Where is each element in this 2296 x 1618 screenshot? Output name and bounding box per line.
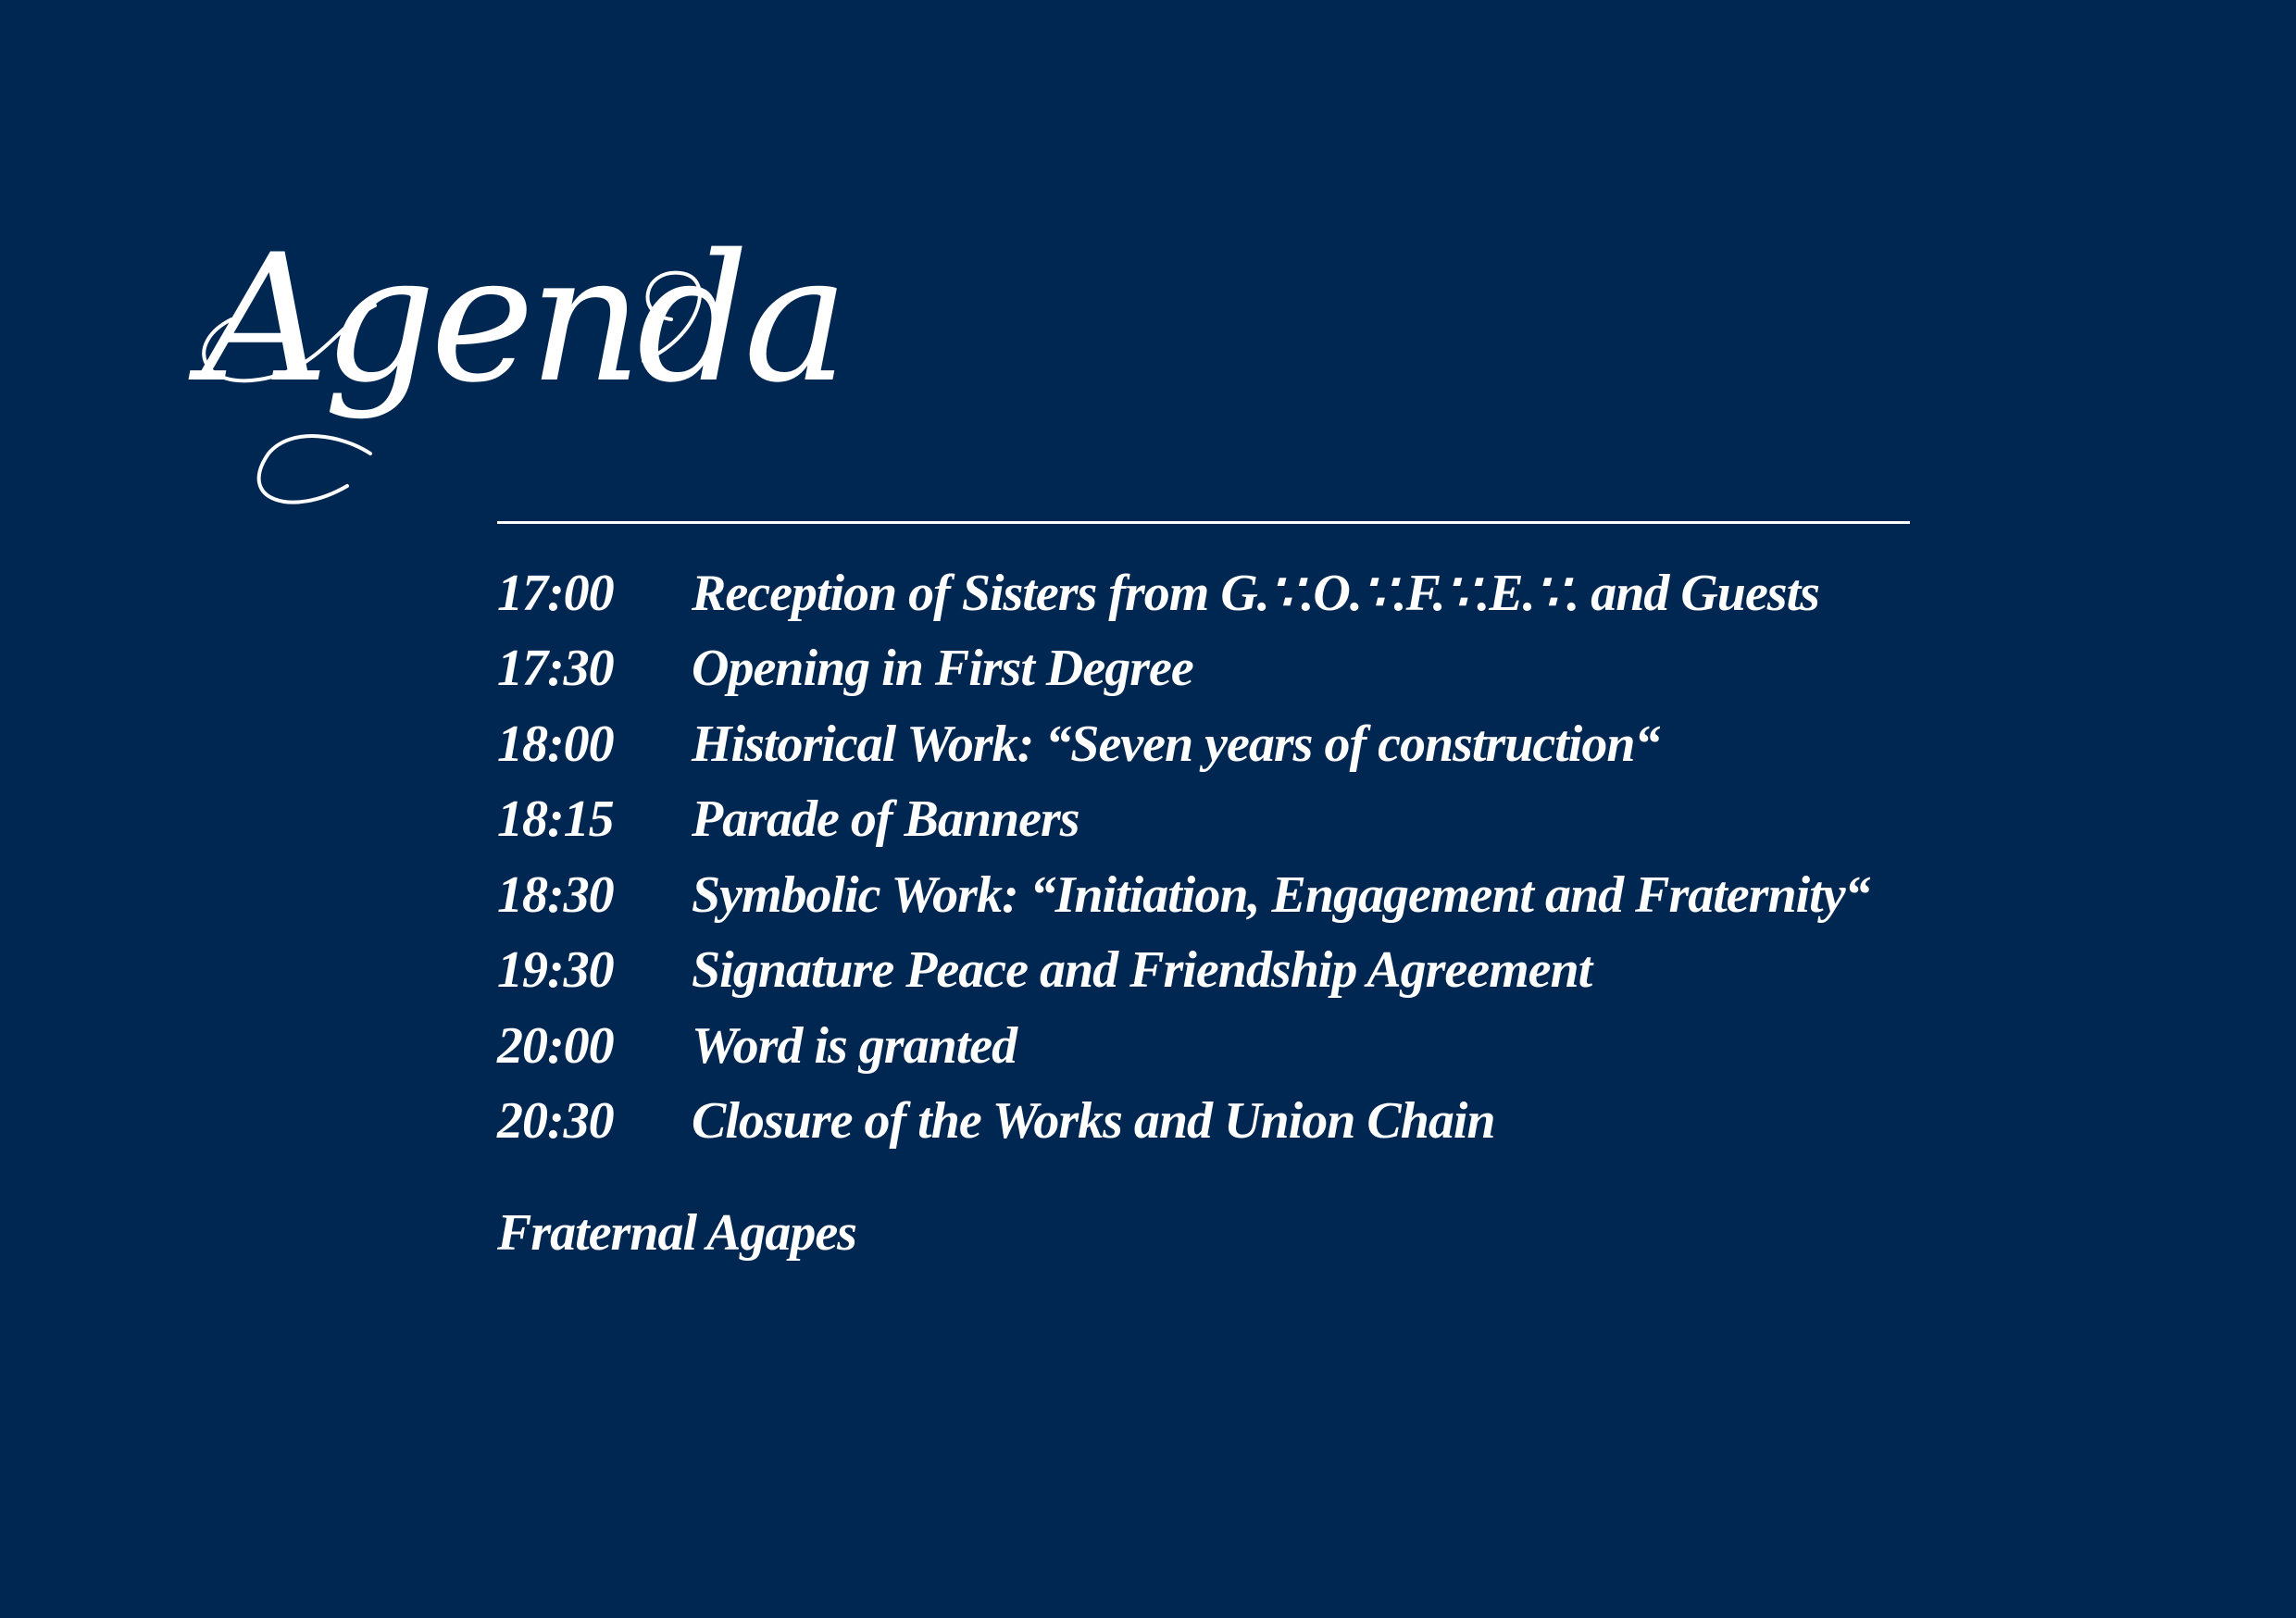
agenda-time: 18:30 bbox=[497, 865, 614, 924]
agenda-time: 17:30 bbox=[497, 640, 614, 698]
footer-note: Fraternal Agapes bbox=[497, 1204, 856, 1262]
agenda-item bbox=[497, 1084, 1870, 1160]
agenda-item bbox=[497, 782, 1870, 858]
agenda-event: Historical Work: “Seven years of construction“ bbox=[692, 715, 1660, 773]
agenda-event: Parade of Banners bbox=[692, 790, 1079, 849]
agenda-event: Closure of the Works and Union Chain bbox=[692, 1092, 1495, 1151]
agenda-time: 19:30 bbox=[497, 941, 614, 1000]
agenda-time: 17:00 bbox=[497, 564, 614, 622]
agenda-item bbox=[497, 706, 1870, 782]
agenda-time: 20:00 bbox=[497, 1016, 614, 1075]
agenda-time: 18:15 bbox=[497, 790, 614, 849]
agenda-event: Symbolic Work: “Initiation, Engagement and Fraternity“ bbox=[692, 865, 1870, 924]
agenda-item bbox=[497, 631, 1870, 707]
agenda-item bbox=[497, 857, 1870, 933]
page-title: Agenda bbox=[202, 217, 843, 421]
agenda-item bbox=[497, 1008, 1870, 1084]
agenda-event: Signature Peace and Friendship Agreement bbox=[692, 941, 1592, 1000]
agenda-event: Opening in First Degree bbox=[692, 640, 1193, 698]
agenda-item bbox=[497, 555, 1870, 631]
agenda-event: Word is granted bbox=[692, 1016, 1017, 1075]
title-divider bbox=[497, 521, 1910, 524]
agenda-item bbox=[497, 933, 1870, 1009]
agenda-time: 20:30 bbox=[497, 1092, 614, 1151]
agenda-list bbox=[497, 555, 1870, 1159]
agenda-event: Reception of Sisters from G.∵.O.∵.F.∵.E.∵. and Guests bbox=[692, 565, 1819, 623]
agenda-time: 18:00 bbox=[497, 715, 614, 773]
